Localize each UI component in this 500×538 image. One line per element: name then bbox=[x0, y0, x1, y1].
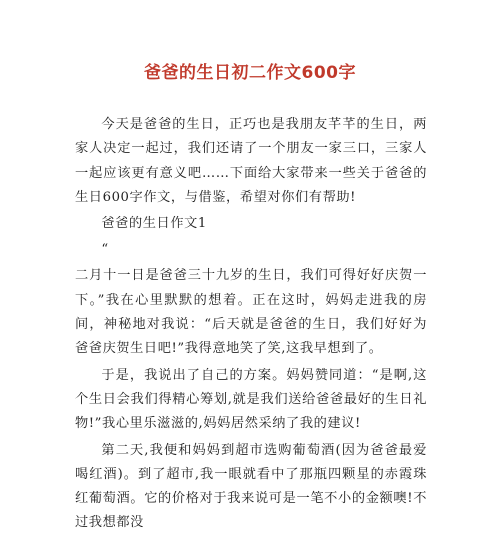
paragraph-birthday: 二月十一日是爸爸三十九岁的生日，我们可得好好庆贺一下。”我在心里默默的想着。正在这时，妈妈走进我的房间，神秘地对我说：“后天就是爸爸的生日，我们好好为爸爸庆贺生日吧!”我得意地笑了笑,这我早想到了。 bbox=[75, 268, 427, 357]
paragraph-intro: 今天是爸爸的生日，正巧也是我朋友芊芊的生日，两家人决定一起过，我们还请了一个朋友一家三口，三家人一起应该更有意义吧……下面给大家带来一些关于爸爸的生日600字作文，与借鉴，希望对你们有帮助! bbox=[75, 117, 427, 205]
document-body bbox=[75, 113, 427, 538]
section-heading: 爸爸的生日作文1 bbox=[101, 216, 207, 232]
document-title: 爸爸的生日初二作文600字 bbox=[144, 63, 356, 83]
paragraph-plan: 于是，我说出了自己的方案。妈妈赞同道：“是啊,这个生日会我们得精心筹划,就是我们送给爸爸最好的生日礼物!”我心里乐滋滋的,妈妈居然采纳了我的建议! bbox=[75, 367, 427, 432]
opening-quote-mark: “ bbox=[101, 242, 109, 258]
paragraph-shopping: 第二天,我便和妈妈到超市选购葡萄酒(因为爸爸最爱喝红酒)。到了超市,我一眼就看中了那瓶四颗星的赤霞珠红葡萄酒。它的价格对于我来说可是一笔不小的金额噢!不过我想都没 bbox=[75, 442, 427, 531]
